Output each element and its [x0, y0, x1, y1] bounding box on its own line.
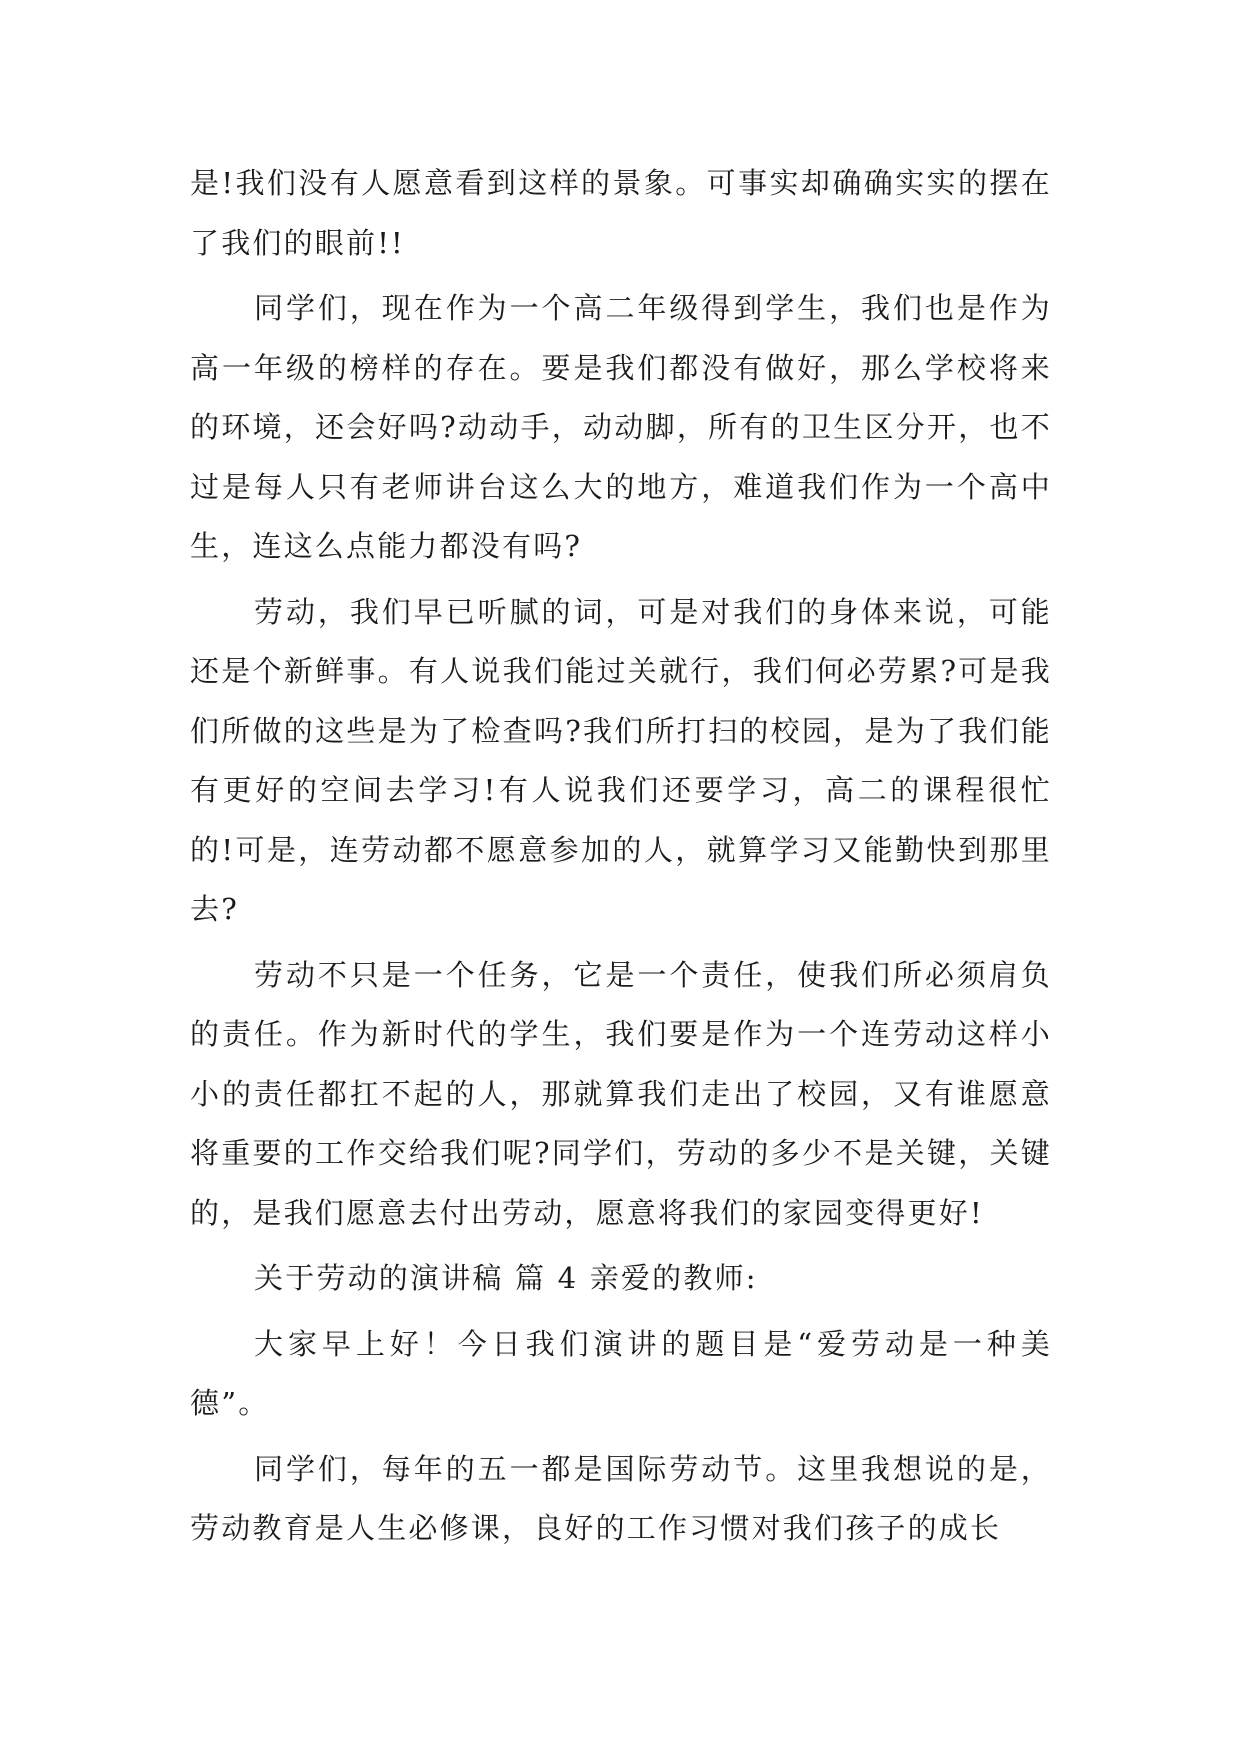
paragraph-2: 同学们，现在作为一个高二年级得到学生，我们也是作为高一年级的榜样的存在。要是我们都没有做好，那么学校将来的环境，还会好吗?动动手，动动脚，所有的卫生区分开，也不过是每人只有老师讲台这么大的地方，难道我们作为一个高中生，连这么点能力都没有吗? [190, 291, 1052, 563]
document-body [190, 154, 1052, 1565]
section-heading: 关于劳动的演讲稿 篇 4 亲爱的教师: [254, 1261, 758, 1295]
paragraph-3: 劳动，我们早已听腻的词，可是对我们的身体来说，可能还是个新鲜事。有人说我们能过关就行，我们何必劳累?可是我们所做的这些是为了检查吗?我们所打扫的校园，是为了我们能有更好的空间去学习!有人说我们还要学习，高二的课程很忙的!可是，连劳动都不愿意参加的人，就算学习又能勤快到那里去? [190, 594, 1052, 926]
paragraph-4: 劳动不只是一个任务，它是一个责任，使我们所必须肩负的责任。作为新时代的学生，我们要是作为一个连劳动这样小小的责任都扛不起的人，那就算我们走出了校园，又有谁愿意将重要的工作交给我们呢?同学们，劳动的多少不是关键，关键的，是我们愿意去付出劳动，愿意将我们的家园变得更好! [190, 957, 1052, 1230]
paragraph-greeting: 大家早上好！今日我们演讲的题目是“爱劳动是一种美德”。 [190, 1326, 1052, 1420]
paragraph-1: 是!我们没有人愿意看到这样的景象。可事实却确确实实的摆在了我们的眼前!! [190, 166, 1052, 260]
paragraph-6: 同学们，每年的五一都是国际劳动节。这里我想说的是，劳动教育是人生必修课，良好的工作习惯对我们孩子的成长 [190, 1451, 1052, 1545]
